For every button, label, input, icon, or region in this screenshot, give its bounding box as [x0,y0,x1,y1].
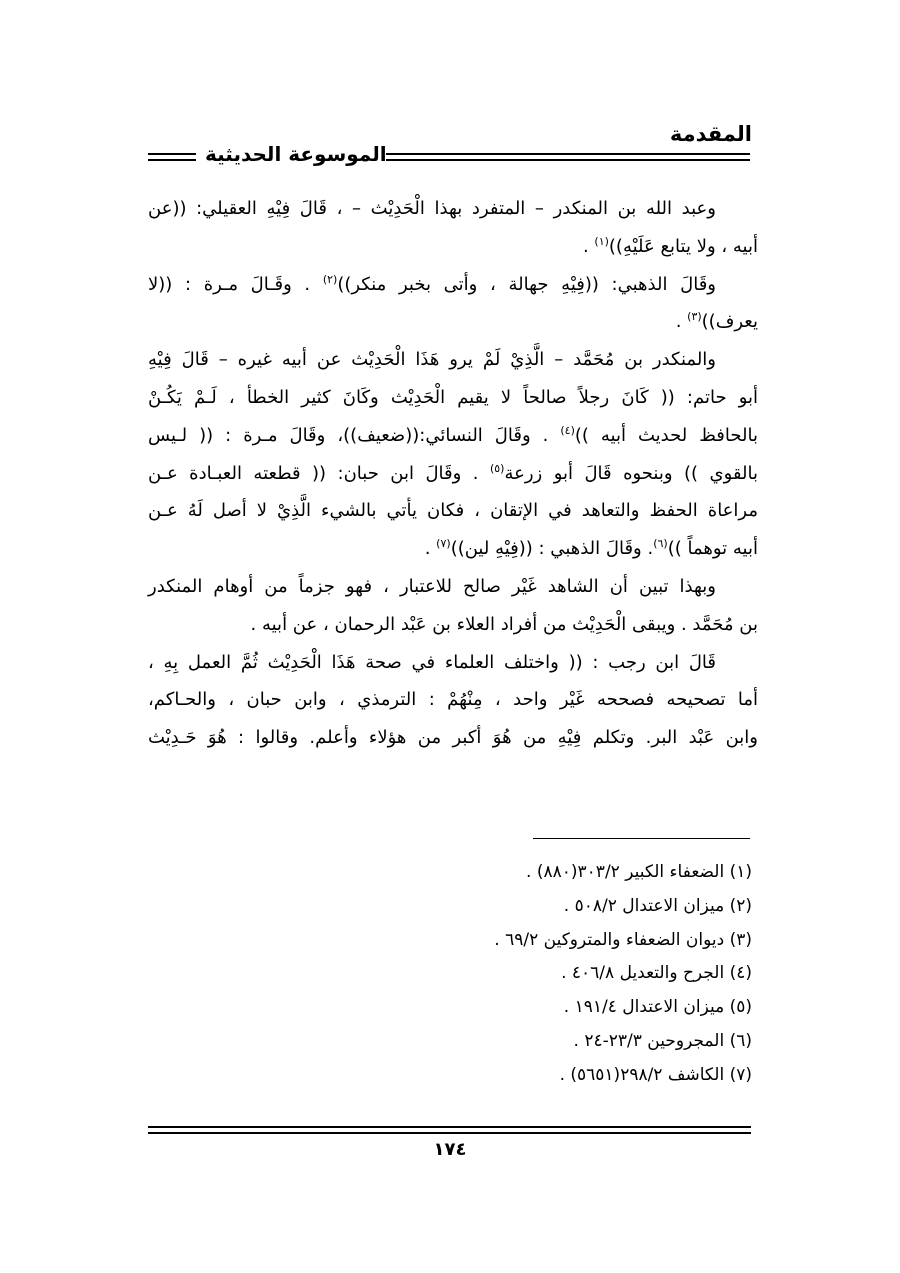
book-title: الموسوعة الحديثية [205,142,387,166]
footnote: (١) الضعفاء الكبير ٣٠٣/٢(٨٨٠) . [526,862,752,882]
text-line: قَالَ ابن رجب : (( واختلف العلماء في صحة هَذَا الْحَدِيْث ثُمَّ العمل بِهِ ، [148,651,716,673]
chapter-title: المقدمة [669,122,752,146]
header-rule-mid-bottom [386,159,750,161]
footnote-ref: (٥) [489,461,505,475]
footnote: (٦) المجروحين ٢٣/٣-٢٤ . [573,1030,752,1051]
text-line: أبيه توهماً ))$^{(٦)}$. وقَالَ الذهبي : ((فِيْهِ لين))$^{(٧)}$ . [424,537,758,560]
footer-rule-top [148,1126,751,1128]
footnotes [494,856,752,1093]
header-rule-left-top [148,153,196,155]
text-line: بن مُحَمَّد . ويبقى الْحَدِيْث من أفراد العلاء بن عَبْد الرحمان ، عن أبيه . [250,613,758,635]
footnote-ref: (٢) [322,272,338,286]
header-rule-left-bottom [148,159,196,161]
footnote-ref: (٣) [687,310,702,324]
page-number: ١٧٤ [433,1139,467,1160]
text-line: وقَالَ الذهبي: ((فِيْهِ جهالة ، وأتى بخبر منكر))$^{(٢)}$ . وقَـالَ مـرة : ((لا [148,272,716,295]
footnote-ref: (١) [594,234,609,248]
text-line: وابن عَبْد البر. وتكلم فِيْهِ من هُوَ أكبر من هؤلاء وأعلم. وقالوا : هُوَ حَـدِيْث [148,727,758,749]
text-line: والمنكدر بن مُحَمَّد – الَّذِيْ لَمْ يرو هَذَا الْحَدِيْث عن أبيه غيره – قَالَ فِيْهِ [148,349,716,371]
text-line: مراعاة الحفظ والتعاهد في الإتقان ، فكان يأتي بالشيء الَّذِيْ لا أصل لَهُ عـن [148,500,758,522]
footnote-ref: (٧) [436,537,451,551]
header-rule-mid-top [386,153,750,155]
text-line: يعرف))$^{(٣)}$ . [675,310,758,333]
text-line: وعبد الله بن المنكدر – المتفرد بهذا الْحَدِيْث – ، قَالَ فِيْهِ العقيلي: ((عن [148,198,716,219]
footnote-ref: (٦) [653,537,668,551]
text-line: أبو حاتم: (( كَانَ رجلاً صالحاً لا يقيم الْحَدِيْث وكَانَ كثير الخطأ ، لَـمْ يَكُـنْ [148,386,758,408]
footnote: (٥) ميزان الاعتدال ١٩١/٤ . [563,997,752,1018]
footnote: (٤) الجرح والتعديل ٤٠٦/٨ . [561,963,752,984]
footnote: (٢) ميزان الاعتدال ٥٠٨/٢ . [563,895,752,916]
footnote: (٧) الكاشف ٢٩٨/٢(٥٦٥١) . [559,1064,752,1085]
footnote-ref: (٤) [560,423,575,437]
text-line: أبيه ، ولا يتابع عَلَيْهِ))$^{(١)}$ . [582,234,758,257]
footnote-separator [533,838,750,839]
text-line: بالحافظ لحديث أبيه ))$^{(٤)}$ . وقَالَ النسائي:((ضعيف))، وقَالَ مـرة : (( لـيس [148,423,758,446]
main-text [148,190,758,757]
text-line: أما تصحيحه فصححه غَيْر واحد ، مِنْهُمْ : الترمذي ، وابن حبان ، والحـاكم، [148,689,758,711]
footer-rule-bottom [148,1132,751,1134]
text-line: وبهذا تبين أن الشاهد غَيْر صالح للاعتبار ، فهو جزماً من أوهام المنكدر [148,575,716,597]
text-line: بالقوي )) وبنحوه قَالَ أبو زرعة$^{(٥)}$ . وقَالَ ابن حبان: (( قطعته العبـادة عـن [148,461,758,484]
footnote: (٣) ديوان الضعفاء والمتروكين ٦٩/٢ . [494,929,752,950]
